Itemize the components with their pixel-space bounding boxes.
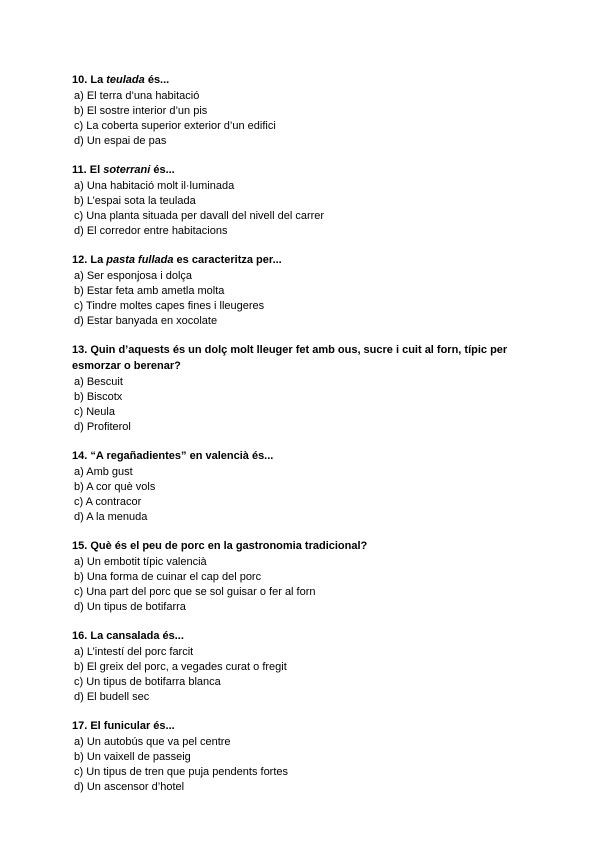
answer-option: d) Profiterol [74, 421, 131, 433]
question-11 [72, 162, 532, 239]
question-title: 17. El funicular és... [72, 720, 175, 732]
question-14 [72, 448, 532, 525]
answer-option: c) Una part del porc que se sol guisar o fer al forn [74, 586, 316, 598]
answer-option: c) A contracor [74, 496, 142, 508]
question-10 [72, 72, 532, 149]
answer-option: c) Tindre moltes capes fines i lleugeres [74, 300, 265, 312]
answer-option: b) Biscotx [74, 391, 123, 403]
answer-option: b) L’espai sota la teulada [74, 195, 196, 207]
question-title: 11. El soterrani és... [72, 164, 175, 176]
answer-option: b) Una forma de cuinar el cap del porc [74, 571, 262, 583]
answer-option: a) Amb gust [74, 466, 133, 478]
question-title: 13. Quin d’aquests és un dolç molt lleuger fet amb ous, sucre i cuit al forn, típic per esmorzar o berenar? [72, 344, 508, 372]
answer-option: a) Ser esponjosa i dolça [74, 270, 193, 282]
answer-option: d) A la menuda [74, 511, 148, 523]
answer-option: d) Un ascensor d’hotel [74, 781, 185, 793]
answer-option: a) L’intestí del porc farcit [74, 646, 194, 658]
answer-option: b) El greix del porc, a vegades curat o fregit [74, 661, 287, 673]
answer-option: b) A cor què vols [74, 481, 156, 493]
answer-option: b) El sostre interior d’un pis [74, 105, 208, 117]
question-15 [72, 538, 532, 615]
question-title: 16. La cansalada és... [72, 630, 184, 642]
question-title: 12. La pasta fullada es caracteritza per... [72, 254, 282, 266]
question-13 [72, 342, 532, 435]
answer-option: b) Un vaixell de passeig [74, 751, 191, 763]
answer-option: c) Un tipus de botifarra blanca [74, 676, 221, 688]
answer-option: c) Un tipus de tren que puja pendents fortes [74, 766, 289, 778]
answer-option: d) Un espai de pas [74, 135, 167, 147]
question-12 [72, 252, 532, 329]
question-17 [72, 718, 532, 795]
answer-option: b) Estar feta amb ametla molta [74, 285, 225, 297]
answer-option: d) El corredor entre habitacions [74, 225, 228, 237]
answer-option: c) Una planta situada per davall del nivell del carrer [74, 210, 325, 222]
answer-option: d) Un tipus de botifarra [74, 601, 186, 613]
answer-option: a) Un embotit típic valencià [74, 556, 207, 568]
question-16 [72, 628, 532, 705]
question-title: 15. Què és el peu de porc en la gastronomia tradicional? [72, 540, 368, 552]
answer-option: d) Estar banyada en xocolate [74, 315, 218, 327]
answer-option: c) Neula [74, 406, 115, 418]
quiz-page [72, 72, 532, 808]
answer-option: a) Un autobús que va pel centre [74, 736, 231, 748]
answer-option: c) La coberta superior exterior d’un edifici [74, 120, 276, 132]
answer-option: a) Una habitació molt il·luminada [74, 180, 235, 192]
answer-option: d) El budell sec [74, 691, 150, 703]
question-title: 10. La teulada és... [72, 74, 170, 86]
answer-option: a) El terra d’una habitació [74, 90, 200, 102]
answer-option: a) Bescuit [74, 376, 123, 388]
question-title: 14. “A regañadientes” en valencià és... [72, 450, 274, 462]
